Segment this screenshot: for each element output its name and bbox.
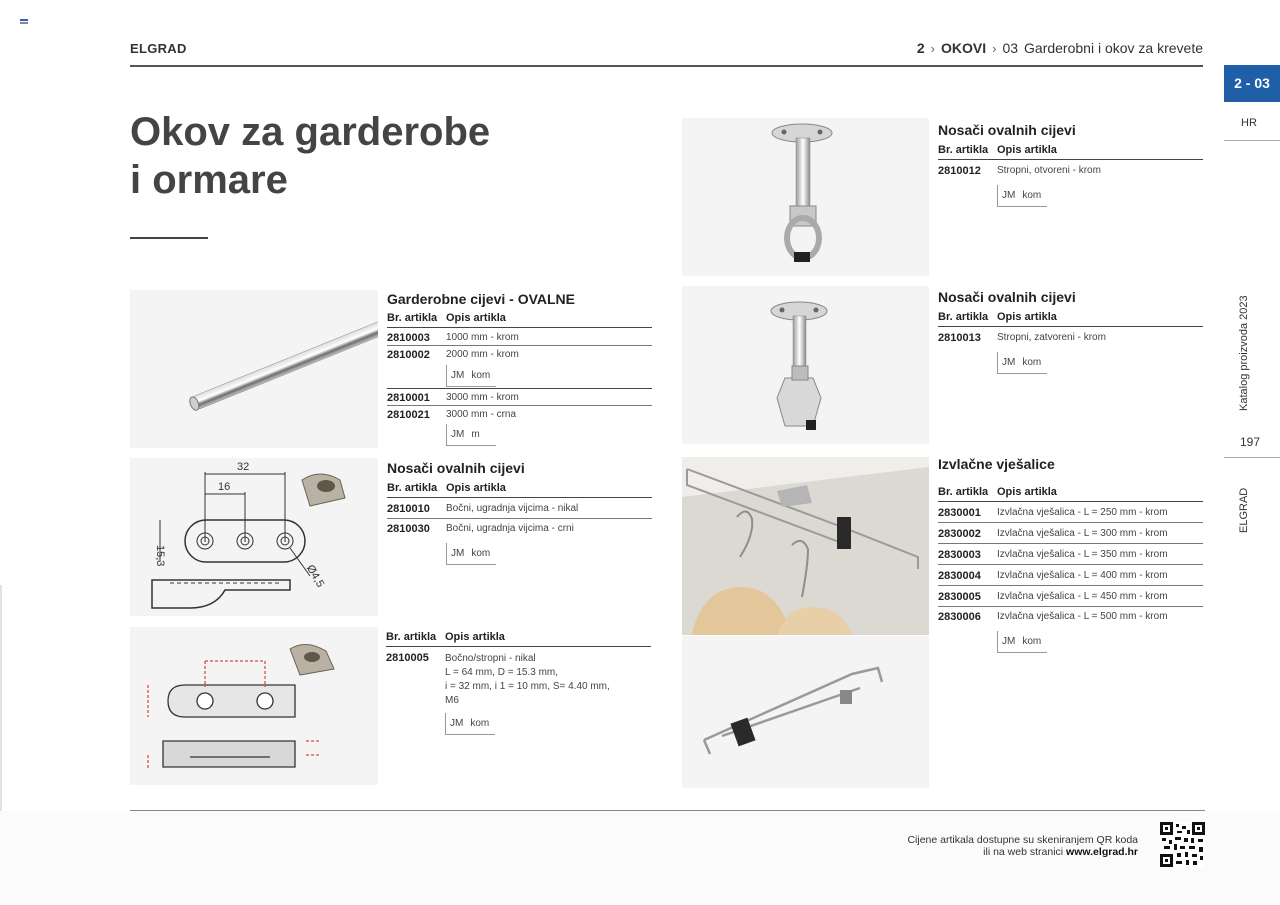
table-row-desc: Izvlačna vješalica - L = 300 mm - krom — [997, 528, 1168, 539]
section-title: Garderobne cijevi - OVALNE — [387, 291, 576, 307]
table-divider — [387, 345, 652, 346]
unit-box — [997, 352, 1047, 374]
table-divider — [938, 159, 1203, 160]
desc-line: Bočno/stropni - nikal — [445, 653, 536, 664]
menu-icon[interactable] — [20, 19, 28, 27]
oval-tube-image — [130, 290, 378, 448]
table-row-desc: 3000 mm - krom — [446, 392, 519, 403]
table-row-code: 2810002 — [387, 349, 430, 361]
unit-box — [997, 631, 1047, 653]
table-row-code: 2830002 — [938, 528, 981, 540]
col-desc-header: Opis artikla — [445, 631, 505, 643]
brand-vertical: ELGRAD — [1238, 487, 1250, 533]
header-divider — [130, 65, 1203, 67]
unit-label: JM — [1002, 357, 1016, 368]
table-divider — [387, 497, 652, 498]
pull-out-product-image — [682, 636, 929, 788]
unit-value: kom — [1022, 190, 1042, 201]
table-row-desc: 3000 mm - crna — [446, 409, 517, 420]
unit-box — [446, 543, 496, 565]
table-divider — [938, 522, 1203, 523]
dim-15-label: 15,3 — [154, 545, 166, 567]
table-row-desc: Izvlačna vješalica - L = 250 mm - krom — [997, 507, 1168, 518]
table-divider — [938, 564, 1203, 565]
table-row-desc: Bočni, ugradnja vijcima - crni — [446, 523, 574, 534]
col-code-header: Br. artikla — [386, 631, 437, 643]
table-row-code: 2830006 — [938, 611, 981, 623]
col-code-header: Br. artikla — [387, 482, 438, 494]
section-title: Nosači ovalnih cijevi — [938, 289, 1076, 305]
breadcrumb-chapter[interactable]: 2 — [916, 40, 925, 56]
table-row-desc — [445, 652, 610, 708]
table-row-desc: Izvlačna vješalica - L = 500 mm - krom — [997, 611, 1168, 622]
table-divider — [387, 327, 652, 328]
table-divider — [386, 646, 651, 647]
table-row-code: 2810021 — [387, 409, 430, 421]
side-divider — [1224, 140, 1280, 141]
col-desc-header: Opis artikla — [446, 482, 506, 494]
pull-out-installed-image — [682, 457, 929, 635]
col-desc-header: Opis artikla — [997, 311, 1057, 323]
unit-label: JM — [451, 370, 465, 381]
breadcrumb-sub-title[interactable]: Garderobni i okov za krevete — [1024, 40, 1203, 56]
desc-line: M6 — [445, 695, 459, 706]
unit-label: JM — [451, 548, 465, 559]
table-row-code: 2830004 — [938, 570, 981, 582]
unit-value: kom — [470, 718, 490, 729]
table-row-code: 2810001 — [387, 392, 430, 404]
table-row-code: 2810003 — [387, 332, 430, 344]
section-title: Nosači ovalnih cijevi — [387, 460, 525, 476]
table-row-code: 2810010 — [387, 503, 430, 515]
breadcrumb — [917, 40, 1203, 56]
breadcrumb-sub-number[interactable]: 03 — [1002, 40, 1019, 56]
page-title-line1: Okov za garderobe — [130, 110, 491, 154]
col-code-header: Br. artikla — [938, 311, 989, 323]
unit-value: kom — [471, 370, 491, 381]
unit-box — [446, 365, 496, 387]
unit-value: kom — [1022, 636, 1042, 647]
col-desc-header: Opis artikla — [997, 486, 1057, 498]
table-divider — [938, 543, 1203, 544]
dim-d-label: Ø4,5 — [303, 562, 327, 590]
table-divider — [387, 405, 652, 406]
table-row-desc: Izvlačna vješalica - L = 350 mm - krom — [997, 549, 1168, 560]
table-row-desc: 1000 mm - krom — [446, 332, 519, 343]
unit-value: kom — [1022, 357, 1042, 368]
side-divider — [1224, 457, 1280, 458]
col-code-header: Br. artikla — [387, 312, 438, 324]
ceiling-closed-image — [682, 286, 929, 444]
page-title — [130, 108, 490, 204]
dim-32-label: 32 — [237, 461, 250, 473]
table-row-code: 2810013 — [938, 332, 981, 344]
ceiling-open-image — [682, 118, 929, 276]
unit-value: m — [471, 429, 480, 440]
table-row-code: 2810030 — [387, 523, 430, 535]
unit-box — [445, 713, 495, 735]
footer-background — [0, 811, 1280, 905]
chevron-right-icon: › — [992, 40, 997, 56]
desc-line: i = 32 mm, i 1 = 10 mm, S= 4.40 mm, — [445, 681, 610, 692]
table-row-desc: Stropni, otvoreni - krom — [997, 165, 1101, 176]
col-code-header: Br. artikla — [938, 144, 989, 156]
col-desc-header: Opis artikla — [997, 144, 1057, 156]
brand-label: ELGRAD — [130, 41, 187, 56]
table-divider — [938, 606, 1203, 607]
table-row-code: 2830001 — [938, 507, 981, 519]
footer-url-link[interactable]: www.elgrad.hr — [1066, 846, 1138, 858]
table-row-code: 2830003 — [938, 549, 981, 561]
table-row-desc: Izvlačna vješalica - L = 450 mm - krom — [997, 591, 1168, 602]
unit-box — [997, 185, 1047, 207]
footer-line-2: ili na web stranici — [983, 846, 1064, 858]
table-row-desc: 2000 mm - krom — [446, 349, 519, 360]
qr-code-icon[interactable] — [1160, 822, 1205, 867]
side-ceiling-drawing — [130, 627, 378, 785]
side-holder-drawing — [130, 458, 378, 616]
table-row-code: 2810005 — [386, 652, 429, 664]
table-row-desc: Stropni, zatvoreni - krom — [997, 332, 1106, 343]
footer-note — [907, 834, 1138, 858]
unit-label: JM — [450, 718, 464, 729]
page-number: 197 — [1240, 435, 1261, 449]
page-title-line2: i ormare — [130, 158, 288, 202]
col-code-header: Br. artikla — [938, 486, 989, 498]
desc-line: L = 64 mm, D = 15.3 mm, — [445, 667, 559, 678]
language-label: HR — [1241, 117, 1257, 129]
unit-value: kom — [471, 548, 491, 559]
table-row-desc: Izvlačna vješalica - L = 400 mm - krom — [997, 570, 1168, 581]
unit-label: JM — [1002, 636, 1016, 647]
table-row-code: 2830005 — [938, 591, 981, 603]
table-divider — [387, 388, 652, 389]
section-title: Izvlačne vješalice — [938, 456, 1055, 472]
title-rule — [130, 237, 208, 239]
table-row-desc: Bočni, ugradnja vijcima - nikal — [446, 503, 579, 514]
section-title: Nosači ovalnih cijevi — [938, 122, 1076, 138]
footer-divider — [130, 810, 1205, 811]
col-desc-header: Opis artikla — [446, 312, 506, 324]
chevron-right-icon: › — [930, 40, 935, 56]
breadcrumb-section[interactable]: OKOVI — [940, 40, 987, 56]
table-divider — [938, 326, 1203, 327]
unit-box — [446, 424, 496, 446]
table-row-code: 2810012 — [938, 165, 981, 177]
footer-line-1: Cijene artikala dostupne su skeniranjem QR koda — [907, 834, 1138, 846]
catalog-label: Katalog proizvoda 2023 — [1238, 295, 1250, 411]
unit-label: JM — [1002, 190, 1016, 201]
dim-16-label: 16 — [218, 481, 231, 493]
table-divider — [387, 518, 652, 519]
chapter-tab[interactable]: 2 - 03 — [1224, 65, 1280, 102]
table-divider — [938, 501, 1203, 502]
table-divider — [938, 585, 1203, 586]
unit-label: JM — [451, 429, 465, 440]
